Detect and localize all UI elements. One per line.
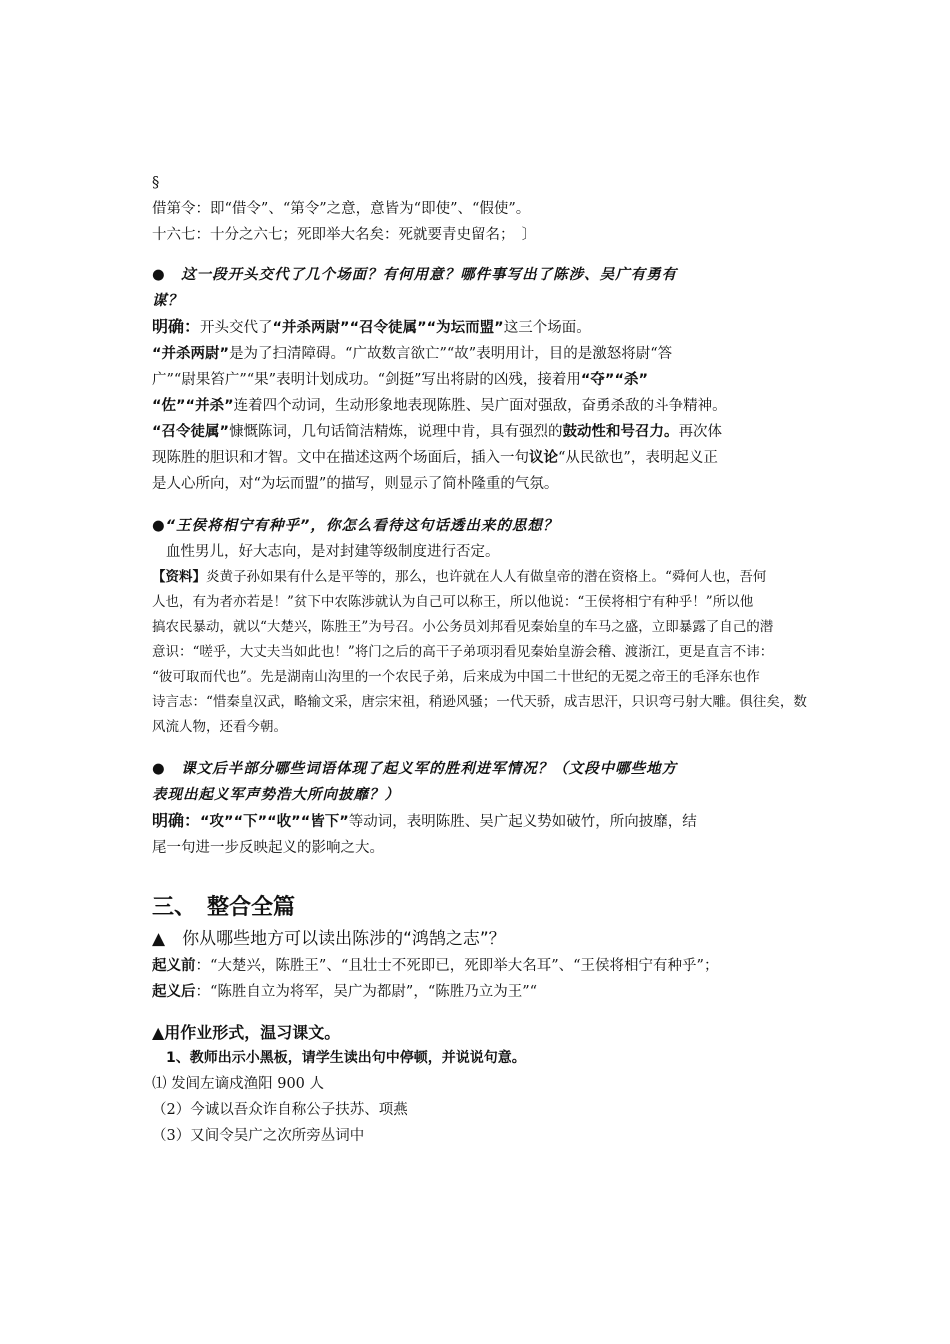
question-3-line: 表现出起义军声势浩大所向披靡？） xyxy=(152,787,400,803)
review-item: （3）又间令吴广之次所旁丛词中 xyxy=(152,1128,365,1144)
answer-1-line: “佐”“并杀”连着四个动词，生动形象地表现陈胜、吴广面对强敌，奋勇杀敌的斗争精神。 xyxy=(152,398,727,414)
question-2-title: ●“王侯将相宁有种乎”，你怎么看待这句话透出来的思想？ xyxy=(152,518,559,534)
answer-1-line: 现陈胜的胆识和才智。文中在描述这两个场面后，插入一句议论“从民欲也”，表明起义正 xyxy=(152,450,718,466)
question-3-line: ● 课文后半部分哪些词语体现了起义军的胜利进军情况？（文段中哪些地方 xyxy=(152,761,678,777)
review-task: 1、教师出示小黑板，请学生读出句中停顿，并说说句意。 xyxy=(166,1050,526,1066)
review-item: ⑴ 发闾左谪戍渔阳 900 人 xyxy=(152,1076,325,1092)
answer-1-line: 是人心所向，对“为坛而盟”的描写，则显示了简朴隆重的气氛。 xyxy=(152,476,559,492)
answer-1-line: 广”“尉果笞广”“果”表明计划成功。“剑挺”写出将尉的凶残，接着用“夺”“杀” xyxy=(152,372,649,388)
material-line: 搞农民暴动，就以“大楚兴，陈胜王”为号召。小公务员刘邦看见秦始皇的车马之盛，立即暴露了自己的潜 xyxy=(152,619,774,635)
review-title: ▲用作业形式，温习课文。 xyxy=(152,1023,341,1042)
question-1-line: ● 这一段开头交代了几个场面？有何用意？哪件事写出了陈涉、吴广有勇有 xyxy=(152,267,678,283)
section-3-heading: 三、 整合全篇 xyxy=(152,895,296,920)
material-line: 诗言志：“惜秦皇汉武，略输文采，唐宗宋祖，稍逊风骚；一代天骄，成吉思汗，只识弯弓射大雕。俱往矣，数 xyxy=(152,694,807,710)
answer-2: 血性男儿，好大志向，是对封建等级制度进行否定。 xyxy=(166,544,500,560)
note-line: 借第令：即“借令”、“第令”之意，意皆为“即使”、“假使”。 xyxy=(152,201,531,217)
question-1-line: 谋？ xyxy=(152,293,183,309)
material-line: 【资料】炎黄子孙如果有什么是平等的，那么，也许就在人人有做皇帝的潜在资格上。“舜何人也，吾何 xyxy=(152,569,767,585)
answer-1-intro: 明确：开头交代了“并杀两尉”“召令徒属”“为坛而盟”这三个场面。 xyxy=(152,317,591,336)
section-mark: § xyxy=(152,175,160,191)
material-line: 人也，有为者亦若是！”贫下中农陈涉就认为自己可以称王，所以他说：“王侯将相宁有种乎！”所以他 xyxy=(152,594,754,610)
answer-1-line: “并杀两尉”是为了扫清障碍。“广故数言欲亡”“故”表明用计，目的是激怒将尉“答 xyxy=(152,346,673,362)
answer-1-line: “召令徒属”慷慨陈词，几句话简洁精炼，说理中肯，具有强烈的鼓动性和号召力。再次体 xyxy=(152,424,723,440)
material-line: 风流人物，还看今朝。 xyxy=(152,719,287,735)
answer-3-line: 尾一句进一步反映起义的影响之大。 xyxy=(152,840,384,856)
after-uprising: 起义后：“陈胜自立为将军，吴广为都尉”，“陈胜乃立为王”“ xyxy=(152,984,538,1000)
material-line: “彼可取而代也”。先是湖南山沟里的一个农民子弟，后来成为中国二十世纪的无冕之帝王的毛泽东也作 xyxy=(152,669,760,685)
document-page xyxy=(152,170,812,1149)
section-3-question: ▲ 你从哪些地方可以读出陈涉的“鸿鹄之志”？ xyxy=(152,929,506,949)
note-line: 十六七：十分之六七；死即举大名矣：死就要青史留名； 〕 xyxy=(152,227,537,243)
review-item: （2）今诚以吾众诈自称公子扶苏、项燕 xyxy=(152,1102,408,1118)
before-uprising: 起义前：“大楚兴，陈胜王”、“且壮士不死即已，死即举大名耳”、“王侯将相宁有种乎”； xyxy=(152,958,719,974)
material-line: 意识：“嗟乎，大丈夫当如此也！”将门之后的高干子弟项羽看见秦始皇游会稽、渡浙江，更是直言不讳： xyxy=(152,644,774,660)
answer-3-line: 明确：“攻”“下”“收”“皆下”等动词，表明陈胜、吴广起义势如破竹，所向披靡，结 xyxy=(152,811,697,830)
